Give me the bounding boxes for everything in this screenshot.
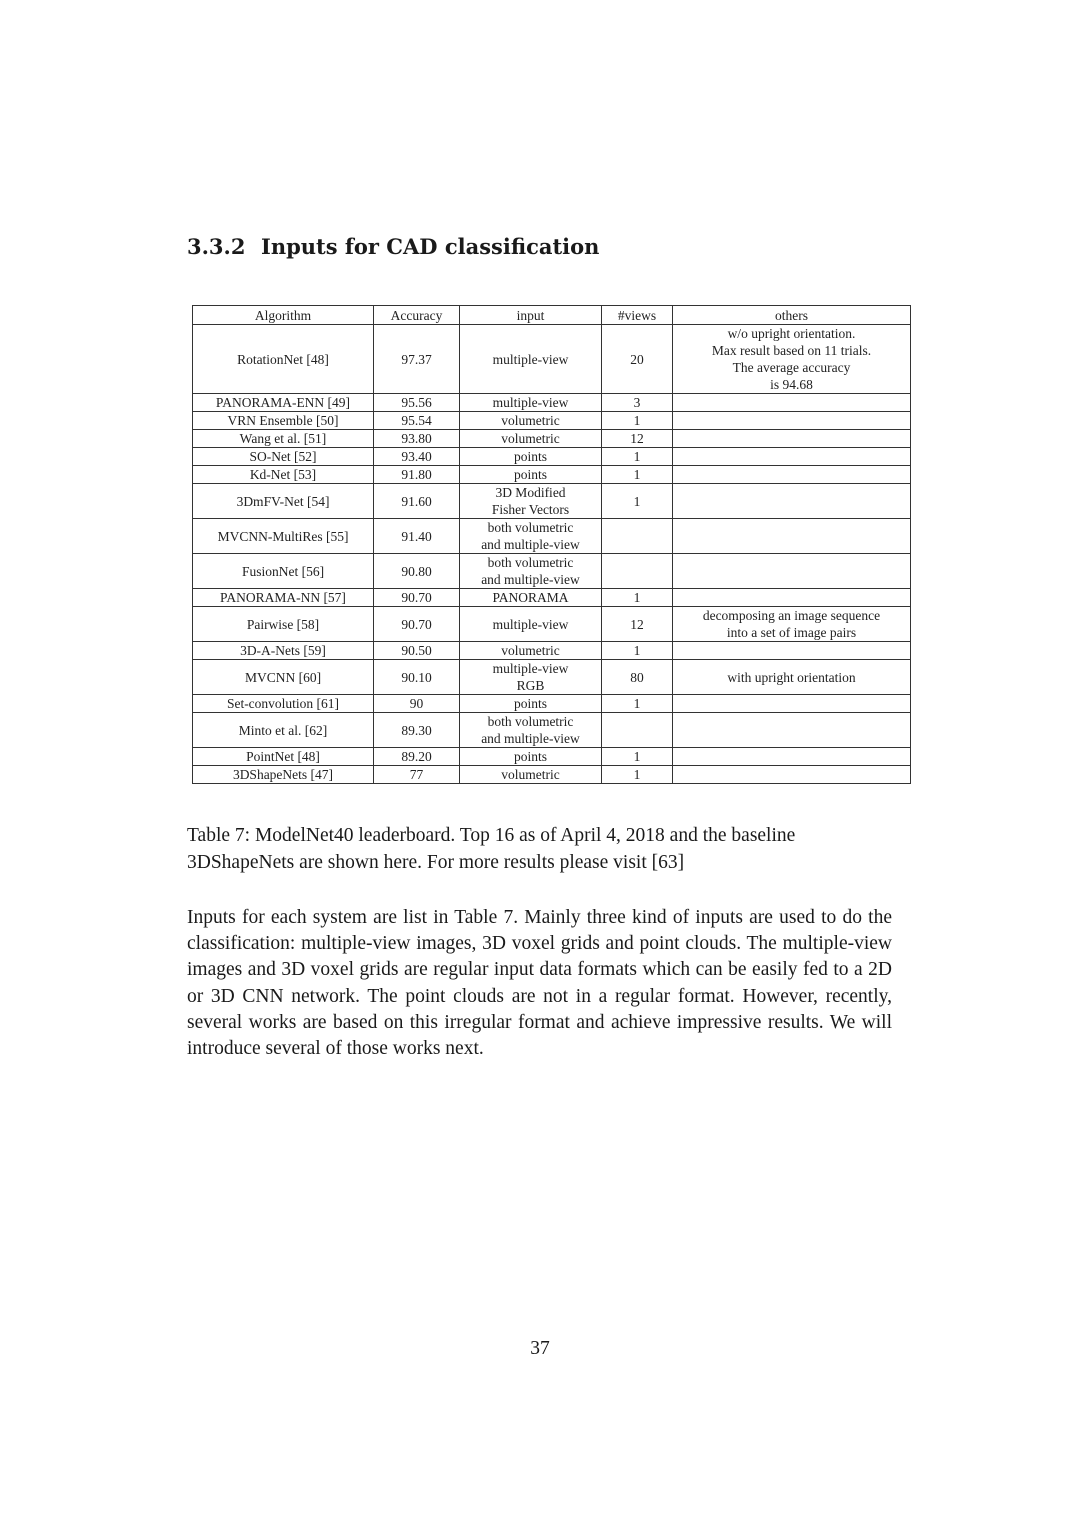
cell-input: points xyxy=(460,466,602,484)
table-row xyxy=(193,713,911,748)
section-heading xyxy=(187,234,599,259)
cell-views: 1 xyxy=(602,766,673,784)
cell-views: 1 xyxy=(602,748,673,766)
cell-accuracy: 90.70 xyxy=(374,589,460,607)
cell-input: multiple-view xyxy=(460,607,602,642)
table-row xyxy=(193,607,911,642)
page-number: 37 xyxy=(530,1338,550,1359)
table-caption: Table 7: ModelNet40 leaderboard. Top 16 as of April 4, 2018 and the baseline 3DShapeNets are shown here. For more results please visit [63] xyxy=(187,825,796,873)
table-row xyxy=(193,325,911,394)
table-row xyxy=(193,430,911,448)
cell-input: both volumetric and multiple-view xyxy=(460,554,602,589)
cell-others xyxy=(673,713,911,748)
table-row xyxy=(193,448,911,466)
cell-algorithm: Kd-Net [53] xyxy=(193,466,374,484)
cell-views: 1 xyxy=(602,466,673,484)
cell-others xyxy=(673,466,911,484)
header-accuracy: Accuracy xyxy=(374,306,460,325)
cell-others: with upright orientation xyxy=(673,660,911,695)
cell-input: multiple-view xyxy=(460,325,602,394)
cell-algorithm: PANORAMA-NN [57] xyxy=(193,589,374,607)
cell-input: volumetric xyxy=(460,642,602,660)
table-header-row xyxy=(193,306,911,325)
table-row xyxy=(193,748,911,766)
cell-others xyxy=(673,484,911,519)
cell-input: points xyxy=(460,448,602,466)
cell-accuracy: 77 xyxy=(374,766,460,784)
cell-views: 3 xyxy=(602,394,673,412)
cell-algorithm: PointNet [48] xyxy=(193,748,374,766)
cell-accuracy: 90.80 xyxy=(374,554,460,589)
cell-others xyxy=(673,412,911,430)
cell-input: points xyxy=(460,695,602,713)
table-row xyxy=(193,394,911,412)
cell-others xyxy=(673,695,911,713)
table-row xyxy=(193,466,911,484)
cell-views: 80 xyxy=(602,660,673,695)
cell-algorithm: RotationNet [48] xyxy=(193,325,374,394)
cell-input: volumetric xyxy=(460,412,602,430)
table-body xyxy=(193,325,911,784)
cell-input: points xyxy=(460,748,602,766)
cell-accuracy: 89.20 xyxy=(374,748,460,766)
cell-others xyxy=(673,519,911,554)
cell-accuracy: 90.50 xyxy=(374,642,460,660)
cell-views xyxy=(602,519,673,554)
cell-views: 1 xyxy=(602,642,673,660)
cell-views: 1 xyxy=(602,484,673,519)
cell-accuracy: 91.40 xyxy=(374,519,460,554)
table-row xyxy=(193,519,911,554)
cell-others xyxy=(673,554,911,589)
table-row xyxy=(193,642,911,660)
cell-views: 12 xyxy=(602,607,673,642)
cell-algorithm: SO-Net [52] xyxy=(193,448,374,466)
cell-algorithm: MVCNN [60] xyxy=(193,660,374,695)
cell-views: 20 xyxy=(602,325,673,394)
cell-algorithm: 3D-A-Nets [59] xyxy=(193,642,374,660)
cell-views xyxy=(602,713,673,748)
cell-input: both volumetric and multiple-view xyxy=(460,713,602,748)
cell-accuracy: 90.10 xyxy=(374,660,460,695)
cell-input: both volumetric and multiple-view xyxy=(460,519,602,554)
table-row xyxy=(193,484,911,519)
cell-accuracy: 89.30 xyxy=(374,713,460,748)
body-paragraph: Inputs for each system are list in Table 7. Mainly three kind of inputs are used to do the classification: multiple-view images, 3D voxel grids and point clouds. The multiple-view images and 3D voxel grids are regular input data formats which can be easily fed to a 2D or 3D CNN network. The point clouds are not in a regular format. However, recently, several works are based on this irregular format and achieve impressive results. We will introduce several of those works next. xyxy=(187,907,892,1060)
table-row xyxy=(193,554,911,589)
cell-input: volumetric xyxy=(460,430,602,448)
header-views: #views xyxy=(602,306,673,325)
cell-accuracy: 93.80 xyxy=(374,430,460,448)
cell-input: PANORAMA xyxy=(460,589,602,607)
cell-others xyxy=(673,430,911,448)
cell-algorithm: PANORAMA-ENN [49] xyxy=(193,394,374,412)
cell-others xyxy=(673,766,911,784)
table-row xyxy=(193,766,911,784)
section-number: 3.3.2 xyxy=(187,234,246,259)
header-algorithm: Algorithm xyxy=(193,306,374,325)
cell-others xyxy=(673,394,911,412)
cell-algorithm: Minto et al. [62] xyxy=(193,713,374,748)
table-row xyxy=(193,589,911,607)
cell-accuracy: 95.54 xyxy=(374,412,460,430)
cell-views: 1 xyxy=(602,412,673,430)
cell-accuracy: 93.40 xyxy=(374,448,460,466)
cell-views: 12 xyxy=(602,430,673,448)
cell-algorithm: MVCNN-MultiRes [55] xyxy=(193,519,374,554)
cell-algorithm: Pairwise [58] xyxy=(193,607,374,642)
cell-accuracy: 95.56 xyxy=(374,394,460,412)
cell-accuracy: 90.70 xyxy=(374,607,460,642)
header-input: input xyxy=(460,306,602,325)
table-row xyxy=(193,412,911,430)
cell-others xyxy=(673,589,911,607)
cell-input: multiple-view RGB xyxy=(460,660,602,695)
cell-algorithm: VRN Ensemble [50] xyxy=(193,412,374,430)
cell-views: 1 xyxy=(602,589,673,607)
section-title: Inputs for CAD classification xyxy=(261,234,600,259)
cell-accuracy: 90 xyxy=(374,695,460,713)
cell-views: 1 xyxy=(602,448,673,466)
cell-others xyxy=(673,642,911,660)
cell-others: decomposing an image sequence into a set of image pairs xyxy=(673,607,911,642)
cell-algorithm: Wang et al. [51] xyxy=(193,430,374,448)
cell-input: volumetric xyxy=(460,766,602,784)
cell-input: 3D Modified Fisher Vectors xyxy=(460,484,602,519)
cell-others xyxy=(673,448,911,466)
table-row xyxy=(193,660,911,695)
cell-others xyxy=(673,748,911,766)
header-others: others xyxy=(673,306,911,325)
cell-accuracy: 91.80 xyxy=(374,466,460,484)
cell-accuracy: 97.37 xyxy=(374,325,460,394)
cell-algorithm: 3DShapeNets [47] xyxy=(193,766,374,784)
cell-views xyxy=(602,554,673,589)
cell-accuracy: 91.60 xyxy=(374,484,460,519)
cell-views: 1 xyxy=(602,695,673,713)
cell-others: w/o upright orientation. Max result based on 11 trials. The average accuracy is 94.68 xyxy=(673,325,911,394)
cell-algorithm: Set-convolution [61] xyxy=(193,695,374,713)
cell-algorithm: FusionNet [56] xyxy=(193,554,374,589)
leaderboard-table xyxy=(192,305,911,784)
cell-input: multiple-view xyxy=(460,394,602,412)
cell-algorithm: 3DmFV-Net [54] xyxy=(193,484,374,519)
table-row xyxy=(193,695,911,713)
leaderboard-table-container xyxy=(192,305,911,784)
